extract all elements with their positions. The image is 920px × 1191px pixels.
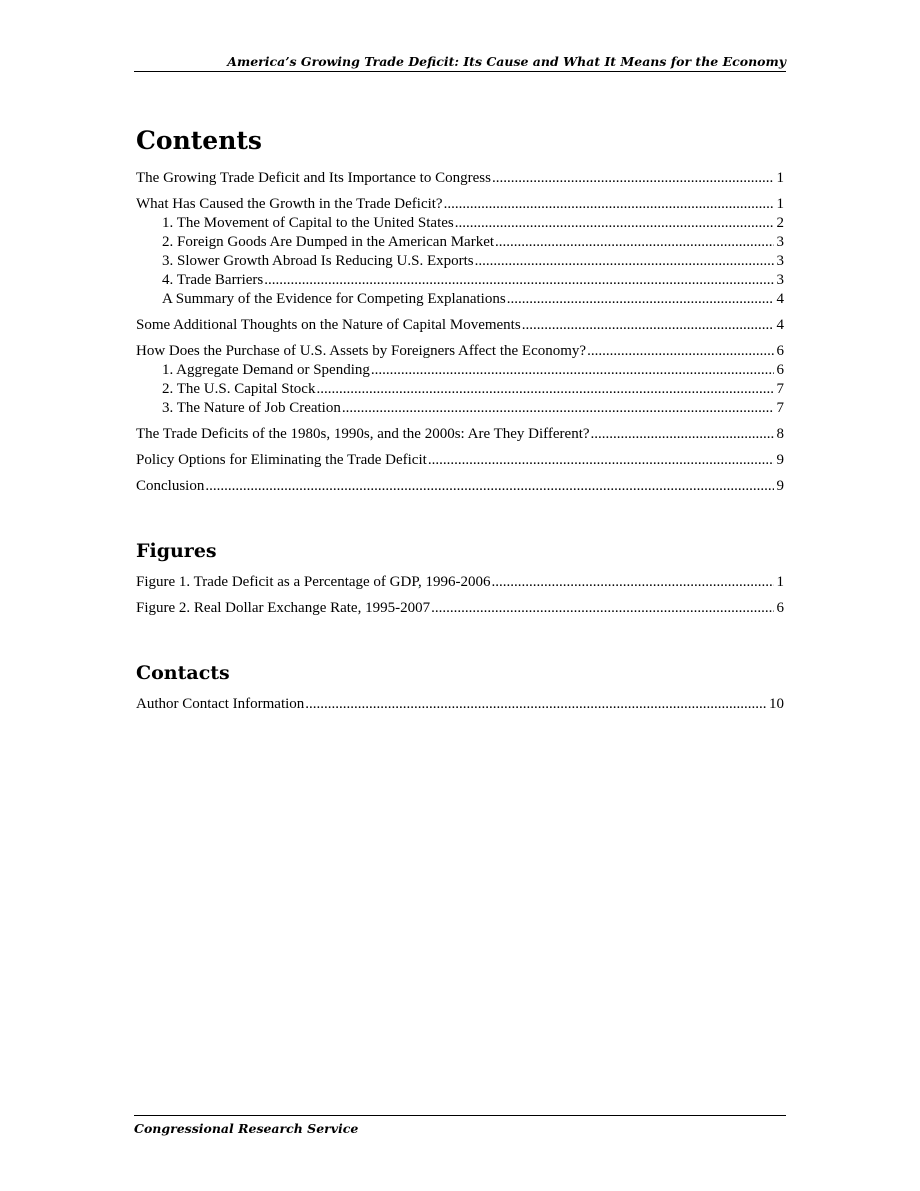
toc-entry-title: 1. Aggregate Demand or Spending (162, 362, 370, 378)
toc-subentry[interactable] (136, 399, 784, 418)
toc-entry[interactable] (136, 425, 784, 444)
toc-entry-title: The Growing Trade Deficit and Its Importance to Congress (136, 170, 491, 186)
toc-entry-title: 3. The Nature of Job Creation (162, 400, 341, 416)
toc-subentry[interactable] (136, 271, 784, 290)
toc-entry-page: 1 (776, 196, 784, 212)
toc-entry-title: Policy Options for Eliminating the Trade Deficit (136, 452, 427, 468)
figures-list (136, 573, 784, 618)
contacts-list (136, 695, 784, 714)
toc-entry-title: Figure 2. Real Dollar Exchange Rate, 1995-2007 (136, 600, 431, 616)
figures-heading: Figures (136, 540, 217, 562)
toc-entry-title: A Summary of the Evidence for Competing Explanations (162, 291, 506, 307)
toc-entry[interactable] (136, 451, 784, 470)
contents-heading: Contents (136, 126, 263, 155)
running-footer: Congressional Research Service (134, 1115, 786, 1136)
toc-entry[interactable] (136, 477, 784, 496)
toc-entry-page: 6 (776, 600, 784, 616)
toc-entry-page: 9 (776, 478, 784, 494)
contacts-heading: Contacts (136, 662, 230, 684)
dot-leader (316, 380, 773, 399)
running-header: America’s Growing Trade Deficit: Its Cause and What It Means for the Economy (134, 54, 786, 72)
toc-entry-page: 1 (776, 170, 784, 186)
toc-entry-page: 3 (776, 253, 784, 269)
toc-entry-title: 2. The U.S. Capital Stock (162, 381, 316, 397)
dot-leader (522, 316, 774, 335)
toc-entry-page: 6 (776, 343, 784, 359)
dot-leader (495, 233, 773, 252)
contact-entry[interactable] (136, 695, 784, 714)
table-of-contents (136, 124, 784, 714)
toc-subentry[interactable] (136, 361, 784, 380)
toc-entry-title: Conclusion (136, 478, 205, 494)
toc-subentry[interactable] (136, 380, 784, 399)
toc-entry-page: 2 (776, 215, 784, 231)
toc-entry-title: 4. Trade Barriers (162, 272, 264, 288)
toc-entry-title: 2. Foreign Goods Are Dumped in the American Market (162, 234, 495, 250)
dot-leader (205, 477, 773, 496)
toc-entry-page: 4 (776, 291, 784, 307)
dot-leader (492, 169, 774, 188)
toc-subentry[interactable] (136, 214, 784, 233)
dot-leader (587, 342, 773, 361)
toc-entry-title: What Has Caused the Growth in the Trade Deficit? (136, 196, 443, 212)
toc-entry-page: 4 (776, 317, 784, 333)
toc-entry[interactable] (136, 316, 784, 335)
toc-entry-title: 1. The Movement of Capital to the United States (162, 215, 454, 231)
dot-leader (475, 252, 774, 271)
toc-subentry[interactable] (136, 290, 784, 309)
toc-entry-page: 8 (776, 426, 784, 442)
dot-leader (591, 425, 774, 444)
toc-entry-page: 3 (776, 234, 784, 250)
dot-leader (455, 214, 774, 233)
figure-entry[interactable] (136, 573, 784, 592)
toc-entry-page: 7 (776, 381, 784, 397)
toc-entry-title: Figure 1. Trade Deficit as a Percentage of GDP, 1996-2006 (136, 574, 491, 590)
toc-entry-title: The Trade Deficits of the 1980s, 1990s, and the 2000s: Are They Different? (136, 426, 590, 442)
toc-entry-title: How Does the Purchase of U.S. Assets by Foreigners Affect the Economy? (136, 343, 587, 359)
toc-entry-page: 10 (769, 696, 784, 712)
dot-leader (444, 195, 774, 214)
toc-entry-title: Author Contact Information (136, 696, 305, 712)
dot-leader (371, 361, 774, 380)
toc-entry-page: 6 (776, 362, 784, 378)
toc-entry-page: 3 (776, 272, 784, 288)
toc-entry-page: 7 (776, 400, 784, 416)
toc-subentry[interactable] (136, 233, 784, 252)
toc-entry-page: 1 (776, 574, 784, 590)
dot-leader (264, 271, 773, 290)
toc-entry[interactable] (136, 342, 784, 361)
dot-leader (342, 399, 774, 418)
toc-entry-title: 3. Slower Growth Abroad Is Reducing U.S. Exports (162, 253, 474, 269)
toc-entry-title: Some Additional Thoughts on the Nature of Capital Movements (136, 317, 521, 333)
toc-subentry[interactable] (136, 252, 784, 271)
toc-entry[interactable] (136, 195, 784, 214)
toc-entry[interactable] (136, 169, 784, 188)
dot-leader (431, 599, 773, 618)
dot-leader (428, 451, 774, 470)
figure-entry[interactable] (136, 599, 784, 618)
dot-leader (492, 573, 774, 592)
dot-leader (305, 695, 766, 714)
dot-leader (507, 290, 774, 309)
contents-list (136, 169, 784, 496)
toc-entry-page: 9 (776, 452, 784, 468)
